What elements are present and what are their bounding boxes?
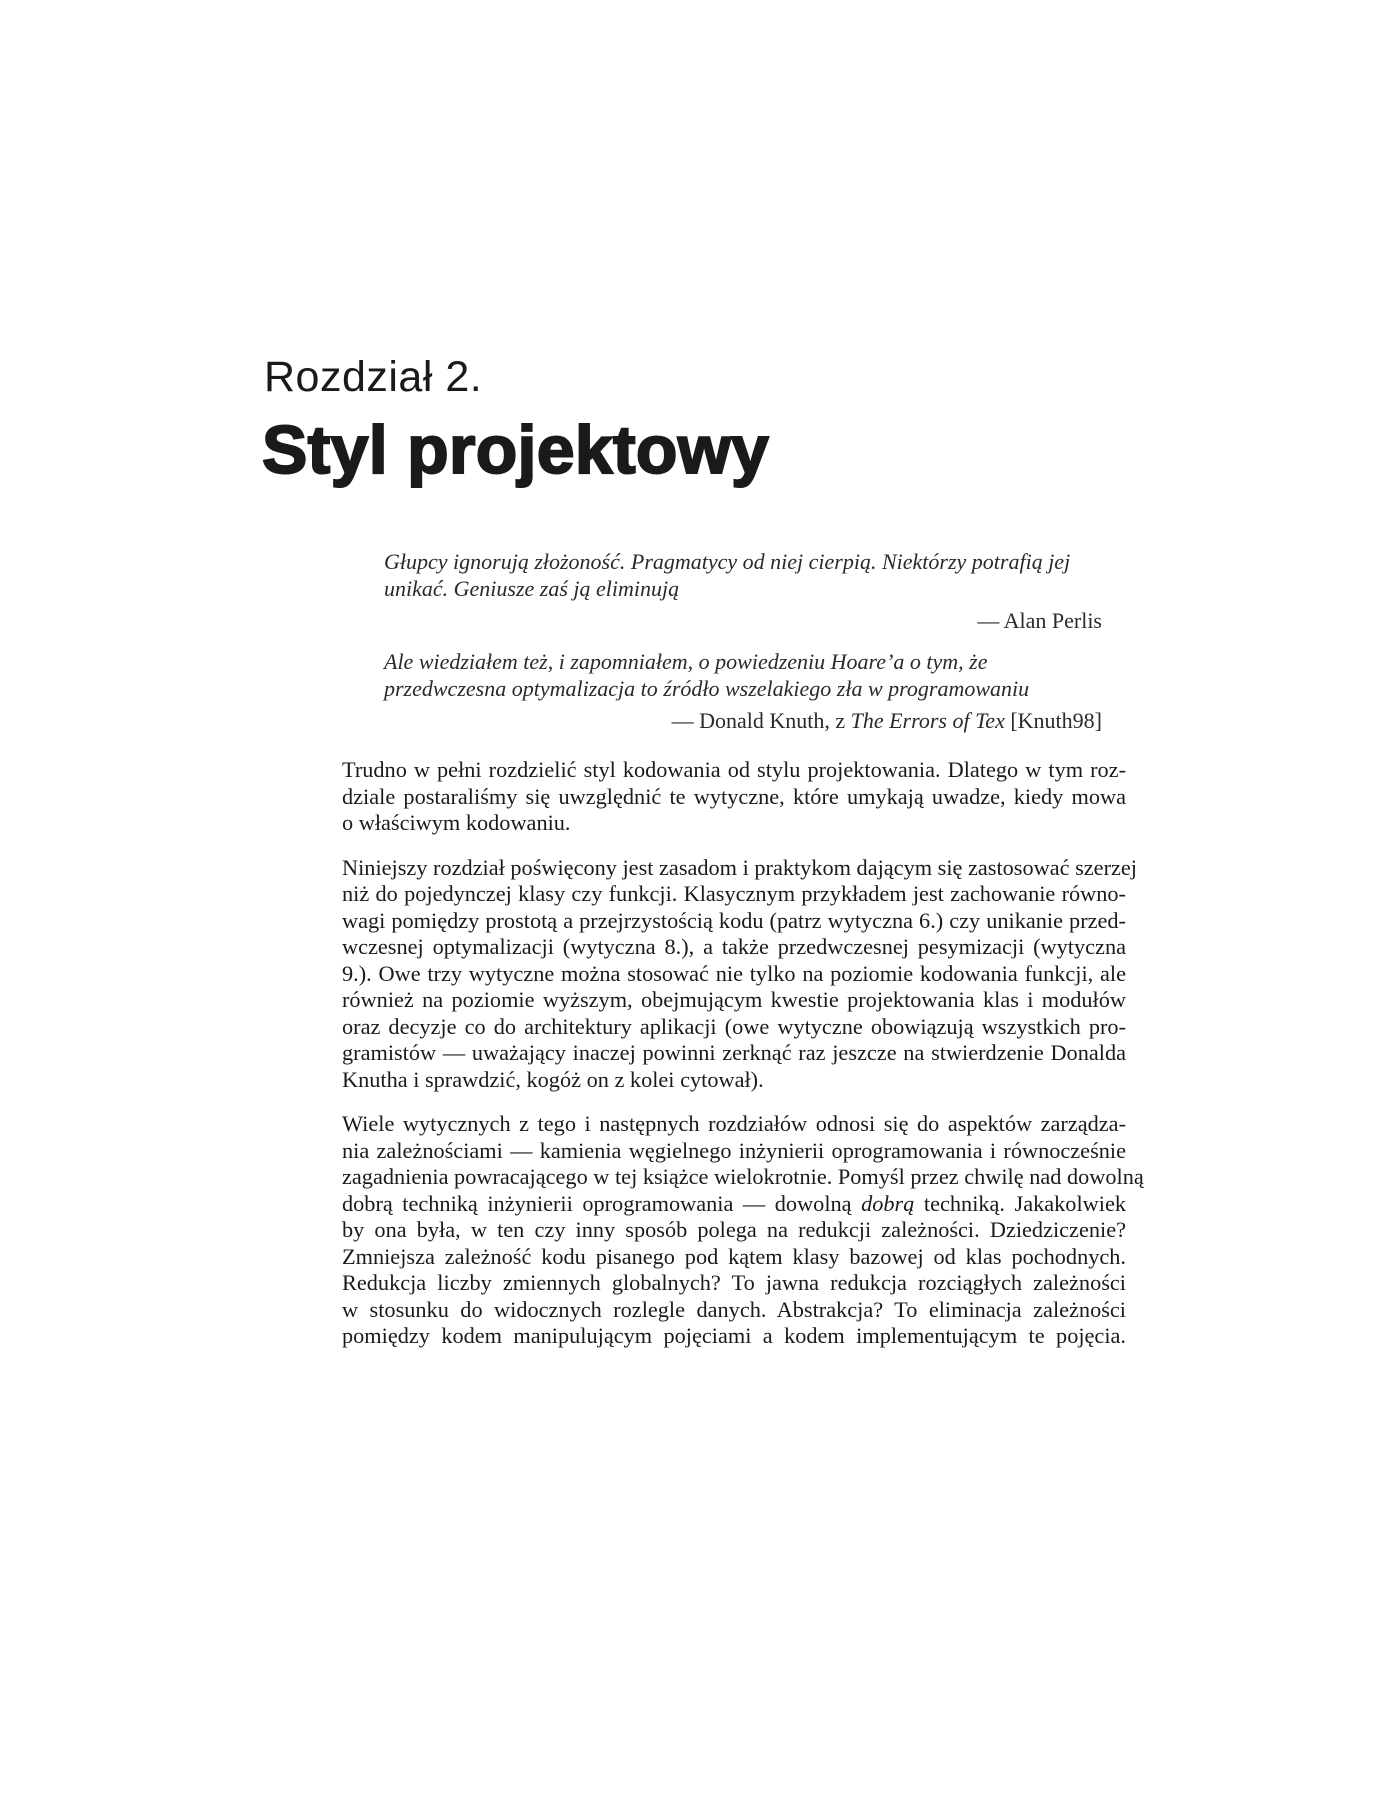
text-segment: techniką. Jakakolwiek: [914, 1190, 1126, 1216]
text-line: Niniejszy rozdział poświęcony jest zasadom i praktykom dającym się zastosować szerzej: [342, 854, 1137, 880]
text-line: również na poziomie wyższym, obejmującym kwestie projektowania klas i modułów: [342, 987, 1126, 1012]
text-line: niż do pojedynczej klasy czy funkcji. Klasycznym przykładem jest zachowanie równo-: [342, 881, 1126, 906]
text-line-with-emphasis: [342, 1191, 1126, 1218]
text-line: o właściwym kodowaniu.: [342, 810, 571, 835]
text-line: wagi pomiędzy prostotą a przejrzystością kodu (patrz wytyczna 6.) czy unikanie przed-: [342, 907, 1126, 933]
text-line: nia zależnościami — kamienia węgielnego inżynierii oprogramowania i równocześnie: [342, 1137, 1126, 1163]
text-segment: dobrą techniką inżynierii oprogramowania — dowolną: [342, 1190, 862, 1216]
text-line: Wiele wytycznych z tego i następnych rozdziałów odnosi się do aspektów zarządza-: [342, 1111, 1126, 1136]
text-line: w stosunku do widocznych rozlegle danych. Abstrakcja? To eliminacja zależności: [342, 1296, 1126, 1322]
text-line: dziale postaraliśmy się uwzględnić te wytyczne, które umykają uwadze, kiedy mowa: [342, 783, 1126, 809]
epigraph-quote-knuth: Ale wiedziałem też, i zapomniałem, o powiedzeniu Hoare’a o tym, że przedwczesna optymalizacja to źródło wszelakiego zła w programowaniu: [384, 649, 1030, 701]
text-line: 9.). Owe trzy wytyczne można stosować nie tylko na poziomie kodowania funkcji, ale: [342, 960, 1126, 986]
attribution-author: — Donald Knuth, z: [671, 708, 851, 733]
epigraph-attribution-perlis: — Alan Perlis: [977, 608, 1102, 633]
paragraph-1: [342, 757, 1126, 837]
text-line: Zmniejsza zależność kodu pisanego pod kątem klasy bazowej od klas pochodnych.: [342, 1243, 1126, 1269]
chapter-title: Styl projektowy: [262, 412, 770, 488]
text-line: Trudno w pełni rozdzielić styl kodowania od stylu projektowania. Dlatego w tym roz-: [342, 757, 1126, 782]
paragraph-3: [342, 1111, 1144, 1350]
paragraph-2: [342, 854, 1137, 1094]
text-line: pomiędzy kodem manipulującym pojęciami a kodem implementującym te pojęcia.: [342, 1323, 1126, 1348]
epigraph-quote-perlis: Głupcy ignorują złożoność. Pragmatycy od niej cierpią. Niektórzy potrafią jej unikać. Geniusze zaś ją eliminują: [384, 549, 1071, 601]
text-line: Knutha i sprawdzić, kogóż on z kolei cytował).: [342, 1066, 764, 1092]
text-line: gramistów — uważający inaczej powinni zerknąć raz jeszcze na stwierdzenie Donalda: [342, 1040, 1126, 1065]
emphasis-word: dobrą: [861, 1190, 915, 1216]
epigraph-attribution-knuth: [384, 707, 1102, 734]
text-line: oraz decyzje co do architektury aplikacji (owe wytyczne obowiązują wszystkich pro-: [342, 1013, 1126, 1039]
attribution-work-title: The Errors of Tex: [850, 708, 1005, 733]
attribution-citation: [Knuth98]: [1004, 708, 1102, 733]
text-line: zagadnienia powracającego w tej książce wielokrotnie. Pomyśl przez chwilę nad dowolną: [342, 1164, 1144, 1189]
chapter-body: [342, 757, 1144, 1350]
text-line: wczesnej optymalizacji (wytyczna 8.), a także przedwczesnej pesymizacji (wytyczna: [342, 934, 1126, 959]
text-line: by ona była, w ten czy inny sposób polega na redukcji zależności. Dziedziczenie?: [342, 1217, 1126, 1242]
epigraphs: [384, 548, 1102, 734]
text-line: Redukcja liczby zmiennych globalnych? To jawna redukcja rozciągłych zależności: [342, 1270, 1126, 1295]
chapter-label: Rozdział 2.: [264, 353, 483, 401]
